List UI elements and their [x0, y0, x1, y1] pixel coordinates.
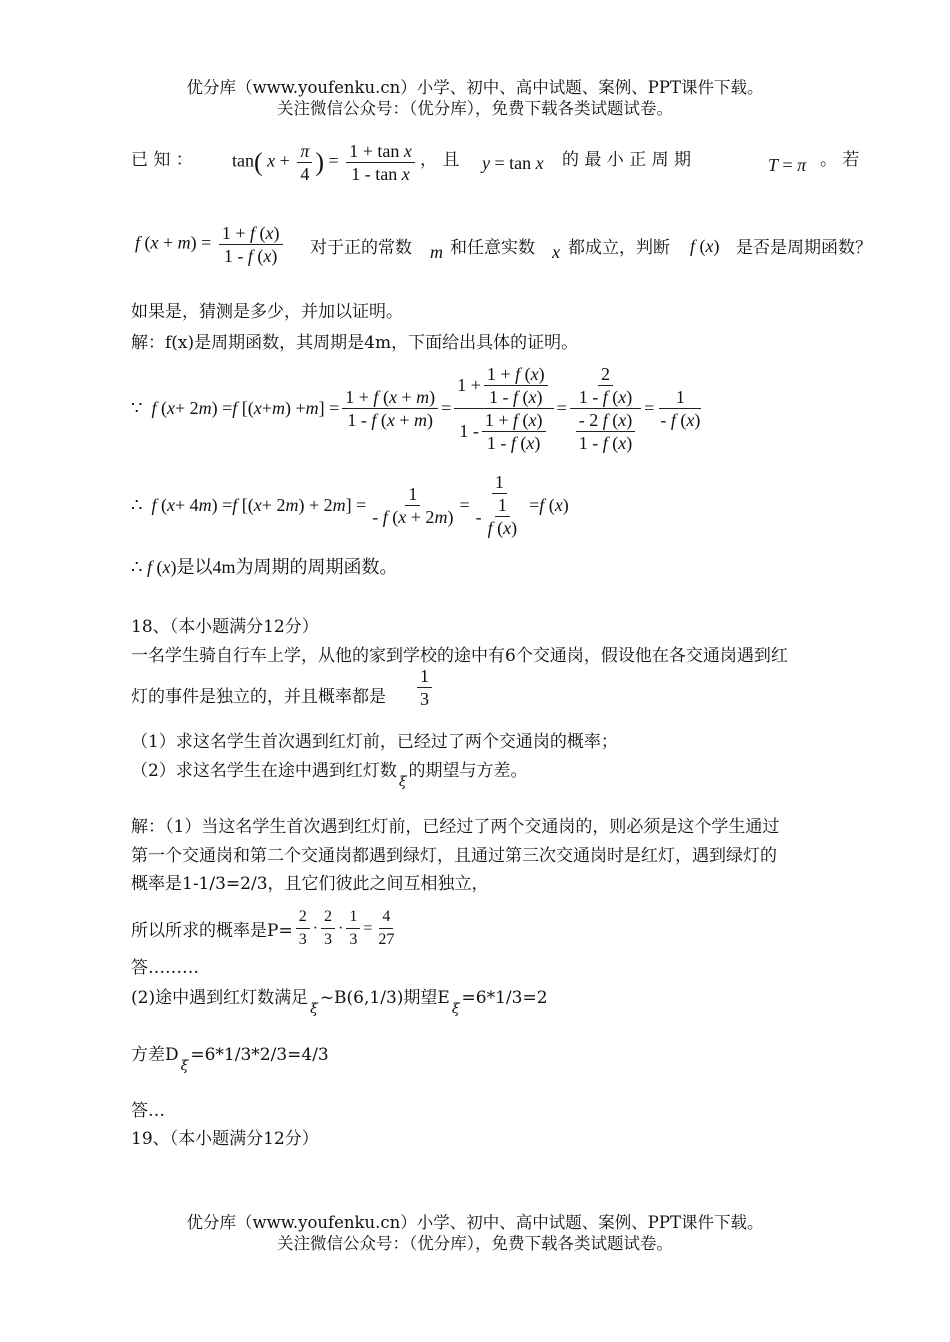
q18-stem-1: 一名学生骑自行车上学，从他的家到学校的途中有6个交通岗，假设他在各交通岗遇到红 [131, 646, 788, 666]
footer-line-1: 优分库（www.youfenku.cn）小学、初中、高中试题、案例、PPT课件下载。 [186, 1213, 764, 1232]
q17-functional-equation: f (x + m) = $\frac{1 + f (x)}{1 - f (x)}$ [135, 222, 286, 267]
q17-guess: 如果是，猜测是多少，并加以证明。 [131, 302, 403, 322]
q18-solution-2: 第一个交通岗和第二个交通岗都遇到绿灯，且通过第三次交通岗时是红灯，遇到绿灯的 [131, 846, 777, 866]
q17-cond-4: 是否是周期函数？ [736, 238, 872, 258]
q17-cond-2: 和任意实数 [450, 238, 535, 258]
q17-tan-identity: tan( x + $\frac{\pi}{4}$ ) = $\frac{\text{1 + tan x}}{\text{1 - tan x}}$ [232, 140, 418, 185]
q17-fx: f (x) [690, 236, 720, 256]
q18-stem-2: 灯的事件是独立的，并且概率都是 [131, 687, 386, 707]
q17-solution-intro: 解：f(x)是周期函数，其周期是4m，下面给出具体的证明。 [131, 333, 579, 353]
q17-and: ， 且 [420, 150, 460, 170]
q17-x: x [552, 242, 560, 262]
proof-line-2: ∴ f ( x + 4 m ) = f [( x + 2 m ) + 2 m ] = $\frac{1}{- f (x + 2m)}$ = 1 - $\frac{1}{f (x)}$ = f ( x ) [131, 472, 569, 538]
q18-part-2: （2）求这名学生在途中遇到红灯数ξ的期望与方差。 [131, 761, 528, 790]
q19-title: 19、（本小题满分12分） [131, 1129, 319, 1149]
q18-part-1: （1）求这名学生首次遇到红灯前，已经过了两个交通岗的概率； [131, 732, 618, 752]
proof-conclusion: ∴ f (x)是以4m为周期的周期函数。 [131, 557, 398, 577]
q18-title: 18、（本小题满分12分） [131, 617, 319, 637]
proof-line-1: ∵ f ( x + 2 m ) = f [( x + m ) + m ] = $\frac{1 + f (x + m)}{1 - f (x + m)}$ = 1 + $\frac{1 + f (x)}{1 - f (x)}$ 1 - $\frac{1 + f (x)}{1 - f (x)}$ = $\frac{\frac{2}{1 - f (x)}}{\frac{- 2 f (x)}{1 - f (x)}}$ = $\frac{1}{- f (x)}$ [131, 363, 701, 453]
q17-T-pi: T = π [768, 155, 807, 175]
q17-cond-3: 都成立，判断 [568, 238, 670, 258]
header-line-2: 关注微信公众号：（优分库），免费下载各类试题试卷。 [277, 99, 673, 118]
q17-m: m [430, 242, 443, 262]
q18-solution-4: 所以所求的概率是P= $\frac{2}{3}$ · $\frac{2}{3}$ · $\frac{1}{3}$ = $\frac{4}{27}$ [131, 908, 395, 948]
q18-solution-1: 解：（1）当这名学生首次遇到红灯前，已经过了两个交通岗的，则必须是这个学生通过 [131, 817, 780, 837]
q18-solution-6: 方差Dξ=6*1/3*2/3=4/3 [131, 1045, 329, 1074]
q18-solution-5: (2)途中遇到红灯数满足ξ~B(6,1/3)期望Eξ=6*1/3=2 [131, 988, 548, 1017]
q17-y-tan: y = tan x [482, 153, 544, 173]
q17-cond-1: 对于正的常数 [310, 238, 412, 258]
q18-answer-2: 答… [131, 1101, 165, 1121]
q18-solution-3: 概率是1-1/3=2/3，且它们彼此之间互相独立， [131, 874, 489, 894]
q18-answer-1: 答……… [131, 958, 199, 978]
q17-if: 。 若 [820, 150, 860, 170]
footer-line-2: 关注微信公众号：（优分库），免费下载各类试题试卷。 [277, 1234, 673, 1253]
q17-known: 已 知 ： [131, 150, 193, 170]
q17-period-text: 的 最 小 正 周 期 [562, 150, 692, 170]
header-line-1: 优分库（www.youfenku.cn）小学、初中、高中试题、案例、PPT课件下载。 [186, 78, 764, 97]
q18-prob-one-third: $\frac{1}{3}$ [414, 665, 435, 710]
